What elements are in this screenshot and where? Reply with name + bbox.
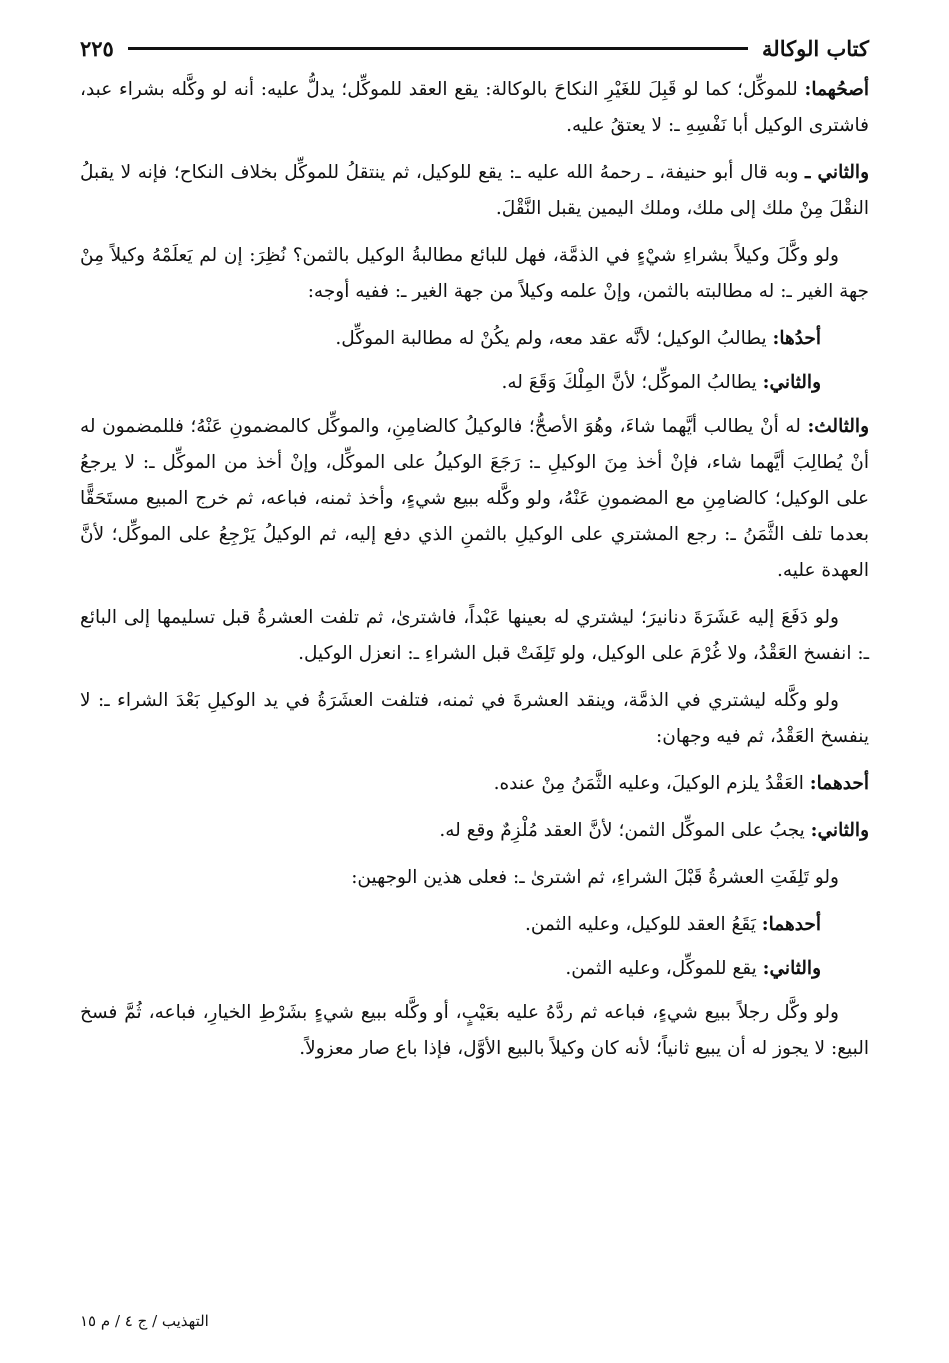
paragraph-text: ولو دَفَعَ إليه عَشَرَةَ دنانيرَ؛ ليشتري له بعينها عَبْداً، فاشترىٰ، ثم تلفت العشرةُ قبل تسليمها إلى البائع ـ: انفسخ العَقْدُ، ولا غُرْمَ على الوكيل، ولو تَلِفَتْ قبل الشراءِ ـ: انعزل الوكيل.	[80, 607, 869, 664]
paragraph	[80, 860, 869, 896]
paragraph	[80, 907, 869, 943]
paragraph	[80, 72, 869, 144]
signature-mark: التهذيب / ج ٤ / م ١٥	[80, 1312, 209, 1330]
paragraph-text: العَقْدُ يلزم الوكيلَ، وعليه الثَّمَنُ مِنْ عنده.	[493, 773, 810, 794]
paragraph-text: يقع للموكِّل، وعليه الثمن.	[565, 958, 763, 979]
running-title: كتاب الوكالة	[762, 35, 869, 61]
paragraph-lead: والثاني:	[762, 372, 821, 393]
paragraph	[80, 683, 869, 755]
paragraph-text: يطالبُ الوكيل؛ لأنَّه عقد معه، ولم يكُنْ له مطالبة الموكِّل.	[335, 328, 773, 349]
paragraph-lead: أحدهما:	[761, 914, 821, 935]
paragraph	[80, 155, 869, 227]
running-header	[80, 30, 869, 66]
paragraph	[80, 766, 869, 802]
paragraph-lead: والثاني:	[810, 820, 869, 841]
paragraph-text: للموكِّل؛ كما لو قَبِلَ للغَيْرِ النكاحَ بالوكالة: يقع العقد للموكِّل؛ يدلُّ عليه: أنه لو وكَّله بشراء عبد، فاشترى الوكيل أبا نَفْسِهِ ـ: لا يعتقُ عليه.	[80, 79, 869, 136]
paragraph	[80, 951, 869, 987]
paragraph	[80, 995, 869, 1067]
paragraph-lead: والثاني ـ	[804, 162, 870, 183]
paragraph	[80, 813, 869, 849]
paragraph-text: يجبُ على الموكِّل الثمن؛ لأنَّ العقد مُلْزِمٌ وقع له.	[439, 820, 811, 841]
paragraph-text: ولو وكَّله ليشتري في الذمَّة، وينقد العشرةَ في ثمنه، فتلفت العشَرَةُ في يد الوكيلِ بَعْدَ الشراء ـ: لا ينفسخ العَقْدُ، ثم فيه وجهان:	[80, 690, 869, 747]
paragraph-text: يَقَعُ العقد للوكيل، وعليه الثمن.	[524, 914, 762, 935]
page-number: ٢٢٥	[80, 35, 114, 61]
paragraph-lead: أحدُها:	[772, 328, 821, 349]
paragraph-text: ولو تَلِفَتِ العشرةُ قَبْلَ الشراءِ، ثم اشترىٰ ـ: فعلى هذين الوجهين:	[351, 867, 839, 888]
paragraph-lead: أحدهما:	[809, 773, 869, 794]
paragraph-lead: والثاني:	[762, 958, 821, 979]
paragraph	[80, 238, 869, 310]
header-rule	[128, 47, 748, 50]
paragraph-text: يطالبُ الموكِّل؛ لأنَّ المِلْكَ وَقَعَ له.	[501, 372, 763, 393]
paragraph-text: وبه قال أبو حنيفة، ـ رحمهُ الله عليه ـ: يقع للوكيل، ثم ينتقلُ للموكِّل بخلاف النكاح؛ فإنه لا يقبلُ النقْلَ مِنْ ملك إلى ملك، وملك اليمين يقبل النَّقْلَ.	[80, 162, 869, 219]
paragraph-text: له أنْ يطالب أيَّهما شاءَ، وهُوَ الأصحُّ؛ فالوكيلُ كالضامِنِ، والموكِّل كالمضمونِ عَنْهُ؛ فللمضمون له أنْ يُطالِبَ أيَّهما شاء، فإنْ أخذ مِنَ الوكيلِ ـ: رَجَعَ الوكيلُ على الموكِّل، وإنْ أخذ من الموكِّل ـ: لا يرجعُ على الوكيل؛ كالضامِنِ مع المضمونِ عَنْهُ، ولو وكَّله ببيع شيءٍ، وأخذ ثمنه، فباعه، ثم خرج المبيع مستَحَقًّا بعدما تلف الثَّمَنُ ـ: رجع المشتري على الوكيلِ بالثمنِ الذي دفع إليه، ثم الوكيلُ يَرْجِعُ على الموكِّل؛ لأنَّ العهدة عليه.	[80, 416, 869, 581]
paragraph-text: ولو وكَّل رجلاً ببيع شيءٍ، فباعه ثم ردَّهُ عليه بعَيْبٍ، أو وكَّله ببيع شيءٍ بشَرْطِ الخيارِ، فباعه، ثُمَّ فسخ البيع: لا يجوز له أن يبيع ثانياً؛ لأنه كان وكيلاً بالبيع الأوَّل، فإذا باع صار معزولاً.	[80, 1002, 869, 1059]
paragraph	[80, 409, 869, 589]
paragraph	[80, 365, 869, 401]
paragraph	[80, 600, 869, 672]
paragraph-lead: أصحُهما:	[804, 79, 869, 100]
paragraph	[80, 321, 869, 357]
page-body	[80, 72, 869, 1067]
paragraph-text: ولو وكَّلَ وكيلاً بشراءِ شيْءٍ في الذمَّة، فهل للبائع مطالبةُ الوكيل بالثمن؟ نُظِرَ: إن لم يَعلَمْهُ وكيلاً مِنْ جهة الغير ـ: له مطالبته بالثمن، وإنْ علمه وكيلاً من جهة الغير ـ: ففيه أوجه:	[80, 245, 869, 302]
paragraph-lead: والثالث:	[807, 416, 869, 437]
